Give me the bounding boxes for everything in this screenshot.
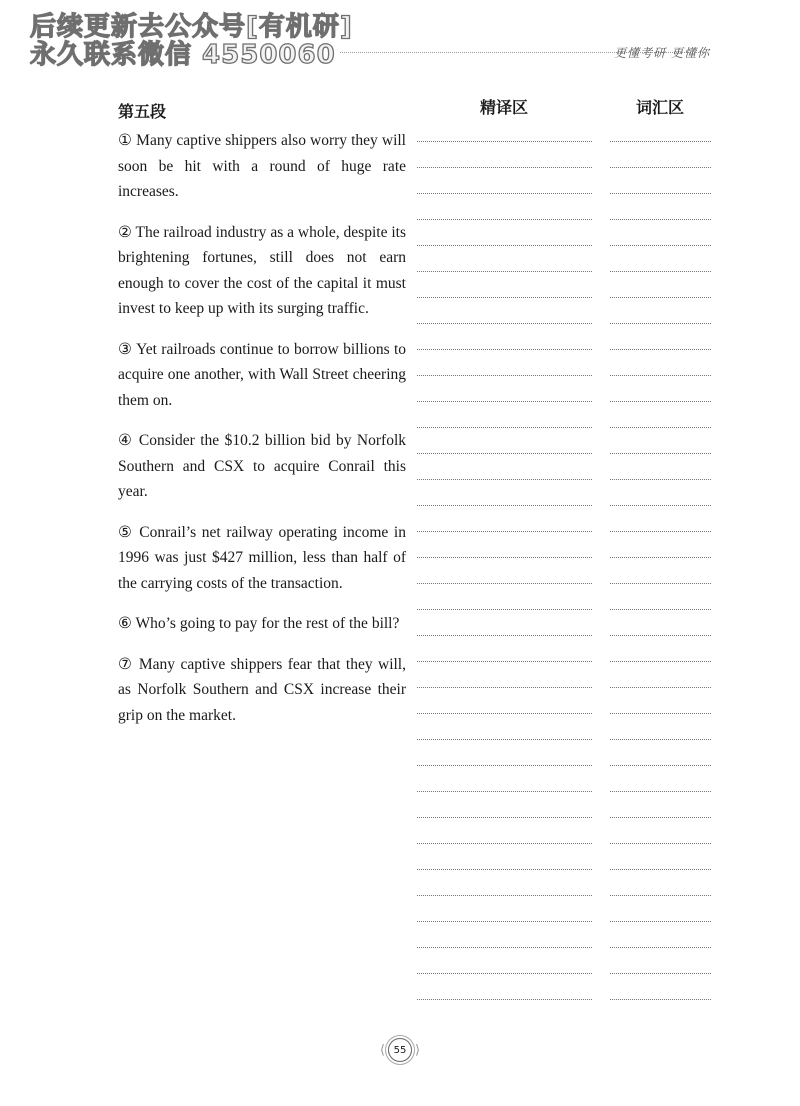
writing-line[interactable] <box>610 557 711 583</box>
writing-line[interactable] <box>610 765 711 791</box>
writing-line[interactable] <box>610 661 711 687</box>
writing-line[interactable] <box>417 973 592 999</box>
writing-line[interactable] <box>610 609 711 635</box>
writing-line[interactable] <box>610 869 711 895</box>
writing-line[interactable] <box>417 219 592 245</box>
writing-line[interactable] <box>417 583 592 609</box>
right-ornament-icon: ⟩ <box>415 1042 421 1058</box>
writing-line[interactable] <box>610 973 711 999</box>
writing-line[interactable] <box>610 375 711 401</box>
sentence-3: ③ Yet railroads continue to borrow billions to acquire one another, with Wall Street cheering them on. <box>118 340 406 409</box>
writing-line[interactable] <box>417 921 592 947</box>
writing-line[interactable] <box>417 843 592 869</box>
writing-line[interactable] <box>610 791 711 817</box>
writing-line[interactable] <box>417 167 592 193</box>
writing-line[interactable] <box>417 635 592 661</box>
writing-line[interactable] <box>610 687 711 713</box>
writing-line[interactable] <box>417 323 592 349</box>
writing-line[interactable] <box>610 895 711 921</box>
writing-line[interactable] <box>610 583 711 609</box>
writing-line[interactable] <box>610 739 711 765</box>
writing-line[interactable] <box>417 791 592 817</box>
writing-line[interactable] <box>610 297 711 323</box>
sentence-2: ② The railroad industry as a whole, despite its brightening fortunes, still does not earn enough to cover the cost of the capital it must invest to keep up with its surging traffic. <box>118 223 406 317</box>
writing-line[interactable] <box>417 349 592 375</box>
writing-line[interactable] <box>610 713 711 739</box>
section-title: 第五段 <box>118 102 167 121</box>
writing-line[interactable] <box>610 921 711 947</box>
watermark-line-1: 后续更新去公众号[有机研] <box>30 12 353 42</box>
vocabulary-column-title: 词汇区 <box>636 98 685 117</box>
writing-line[interactable] <box>417 453 592 479</box>
writing-line[interactable] <box>610 245 711 271</box>
writing-line[interactable] <box>417 661 592 687</box>
writing-line[interactable] <box>417 947 592 973</box>
writing-line[interactable] <box>610 141 711 167</box>
writing-line[interactable] <box>417 245 592 271</box>
writing-line[interactable] <box>610 817 711 843</box>
writing-line[interactable] <box>417 765 592 791</box>
writing-line[interactable] <box>417 401 592 427</box>
writing-line[interactable] <box>417 713 592 739</box>
left-ornament-icon: ⟨ <box>379 1042 385 1058</box>
writing-line[interactable] <box>417 999 592 1025</box>
page-number: 55 <box>388 1038 412 1062</box>
writing-line[interactable] <box>417 427 592 453</box>
writing-line[interactable] <box>610 323 711 349</box>
writing-line[interactable] <box>610 505 711 531</box>
writing-line[interactable] <box>417 609 592 635</box>
sentence-5: ⑤ Conrail’s net railway operating income in 1996 was just $427 million, less than half of the carrying costs of the transaction. <box>118 523 406 592</box>
writing-line[interactable] <box>417 375 592 401</box>
writing-line[interactable] <box>610 947 711 973</box>
writing-line[interactable] <box>417 193 592 219</box>
writing-line[interactable] <box>417 739 592 765</box>
writing-line[interactable] <box>417 557 592 583</box>
writing-line[interactable] <box>610 999 711 1025</box>
writing-line[interactable] <box>610 479 711 505</box>
writing-line[interactable] <box>417 479 592 505</box>
writing-line[interactable] <box>610 193 711 219</box>
header-slogan: 更懂考研 更懂你 <box>614 46 710 60</box>
writing-line[interactable] <box>610 635 711 661</box>
watermark-line-2: 永久联系微信 4550060 <box>30 40 336 70</box>
sentence-7: ⑦ Many captive shippers fear that they will, as Norfolk Southern and CSX increase their grip on the market. <box>118 655 406 724</box>
writing-line[interactable] <box>417 505 592 531</box>
vocabulary-writing-area[interactable] <box>610 141 711 1025</box>
translation-column-title: 精译区 <box>480 98 529 117</box>
sentence-4: ④ Consider the $10.2 billion bid by Norfolk Southern and CSX to acquire Conrail this year. <box>118 432 406 500</box>
writing-line[interactable] <box>417 817 592 843</box>
writing-line[interactable] <box>417 531 592 557</box>
writing-line[interactable] <box>417 687 592 713</box>
writing-line[interactable] <box>610 349 711 375</box>
writing-line[interactable] <box>610 271 711 297</box>
sentence-6: ⑥ Who’s going to pay for the rest of the bill? <box>118 615 400 632</box>
writing-line[interactable] <box>610 219 711 245</box>
writing-line[interactable] <box>417 297 592 323</box>
writing-line[interactable] <box>417 271 592 297</box>
translation-writing-area[interactable] <box>417 141 592 1025</box>
writing-line[interactable] <box>610 401 711 427</box>
sentence-1: ① Many captive shippers also worry they will soon be hit with a round of huge rate increases. <box>118 132 406 200</box>
writing-line[interactable] <box>417 895 592 921</box>
sentence-list <box>118 128 406 743</box>
writing-line[interactable] <box>610 843 711 869</box>
writing-line[interactable] <box>610 453 711 479</box>
page-footer <box>0 1038 800 1062</box>
writing-line[interactable] <box>610 427 711 453</box>
writing-line[interactable] <box>610 531 711 557</box>
writing-line[interactable] <box>610 167 711 193</box>
writing-line[interactable] <box>417 869 592 895</box>
writing-line[interactable] <box>417 141 592 167</box>
